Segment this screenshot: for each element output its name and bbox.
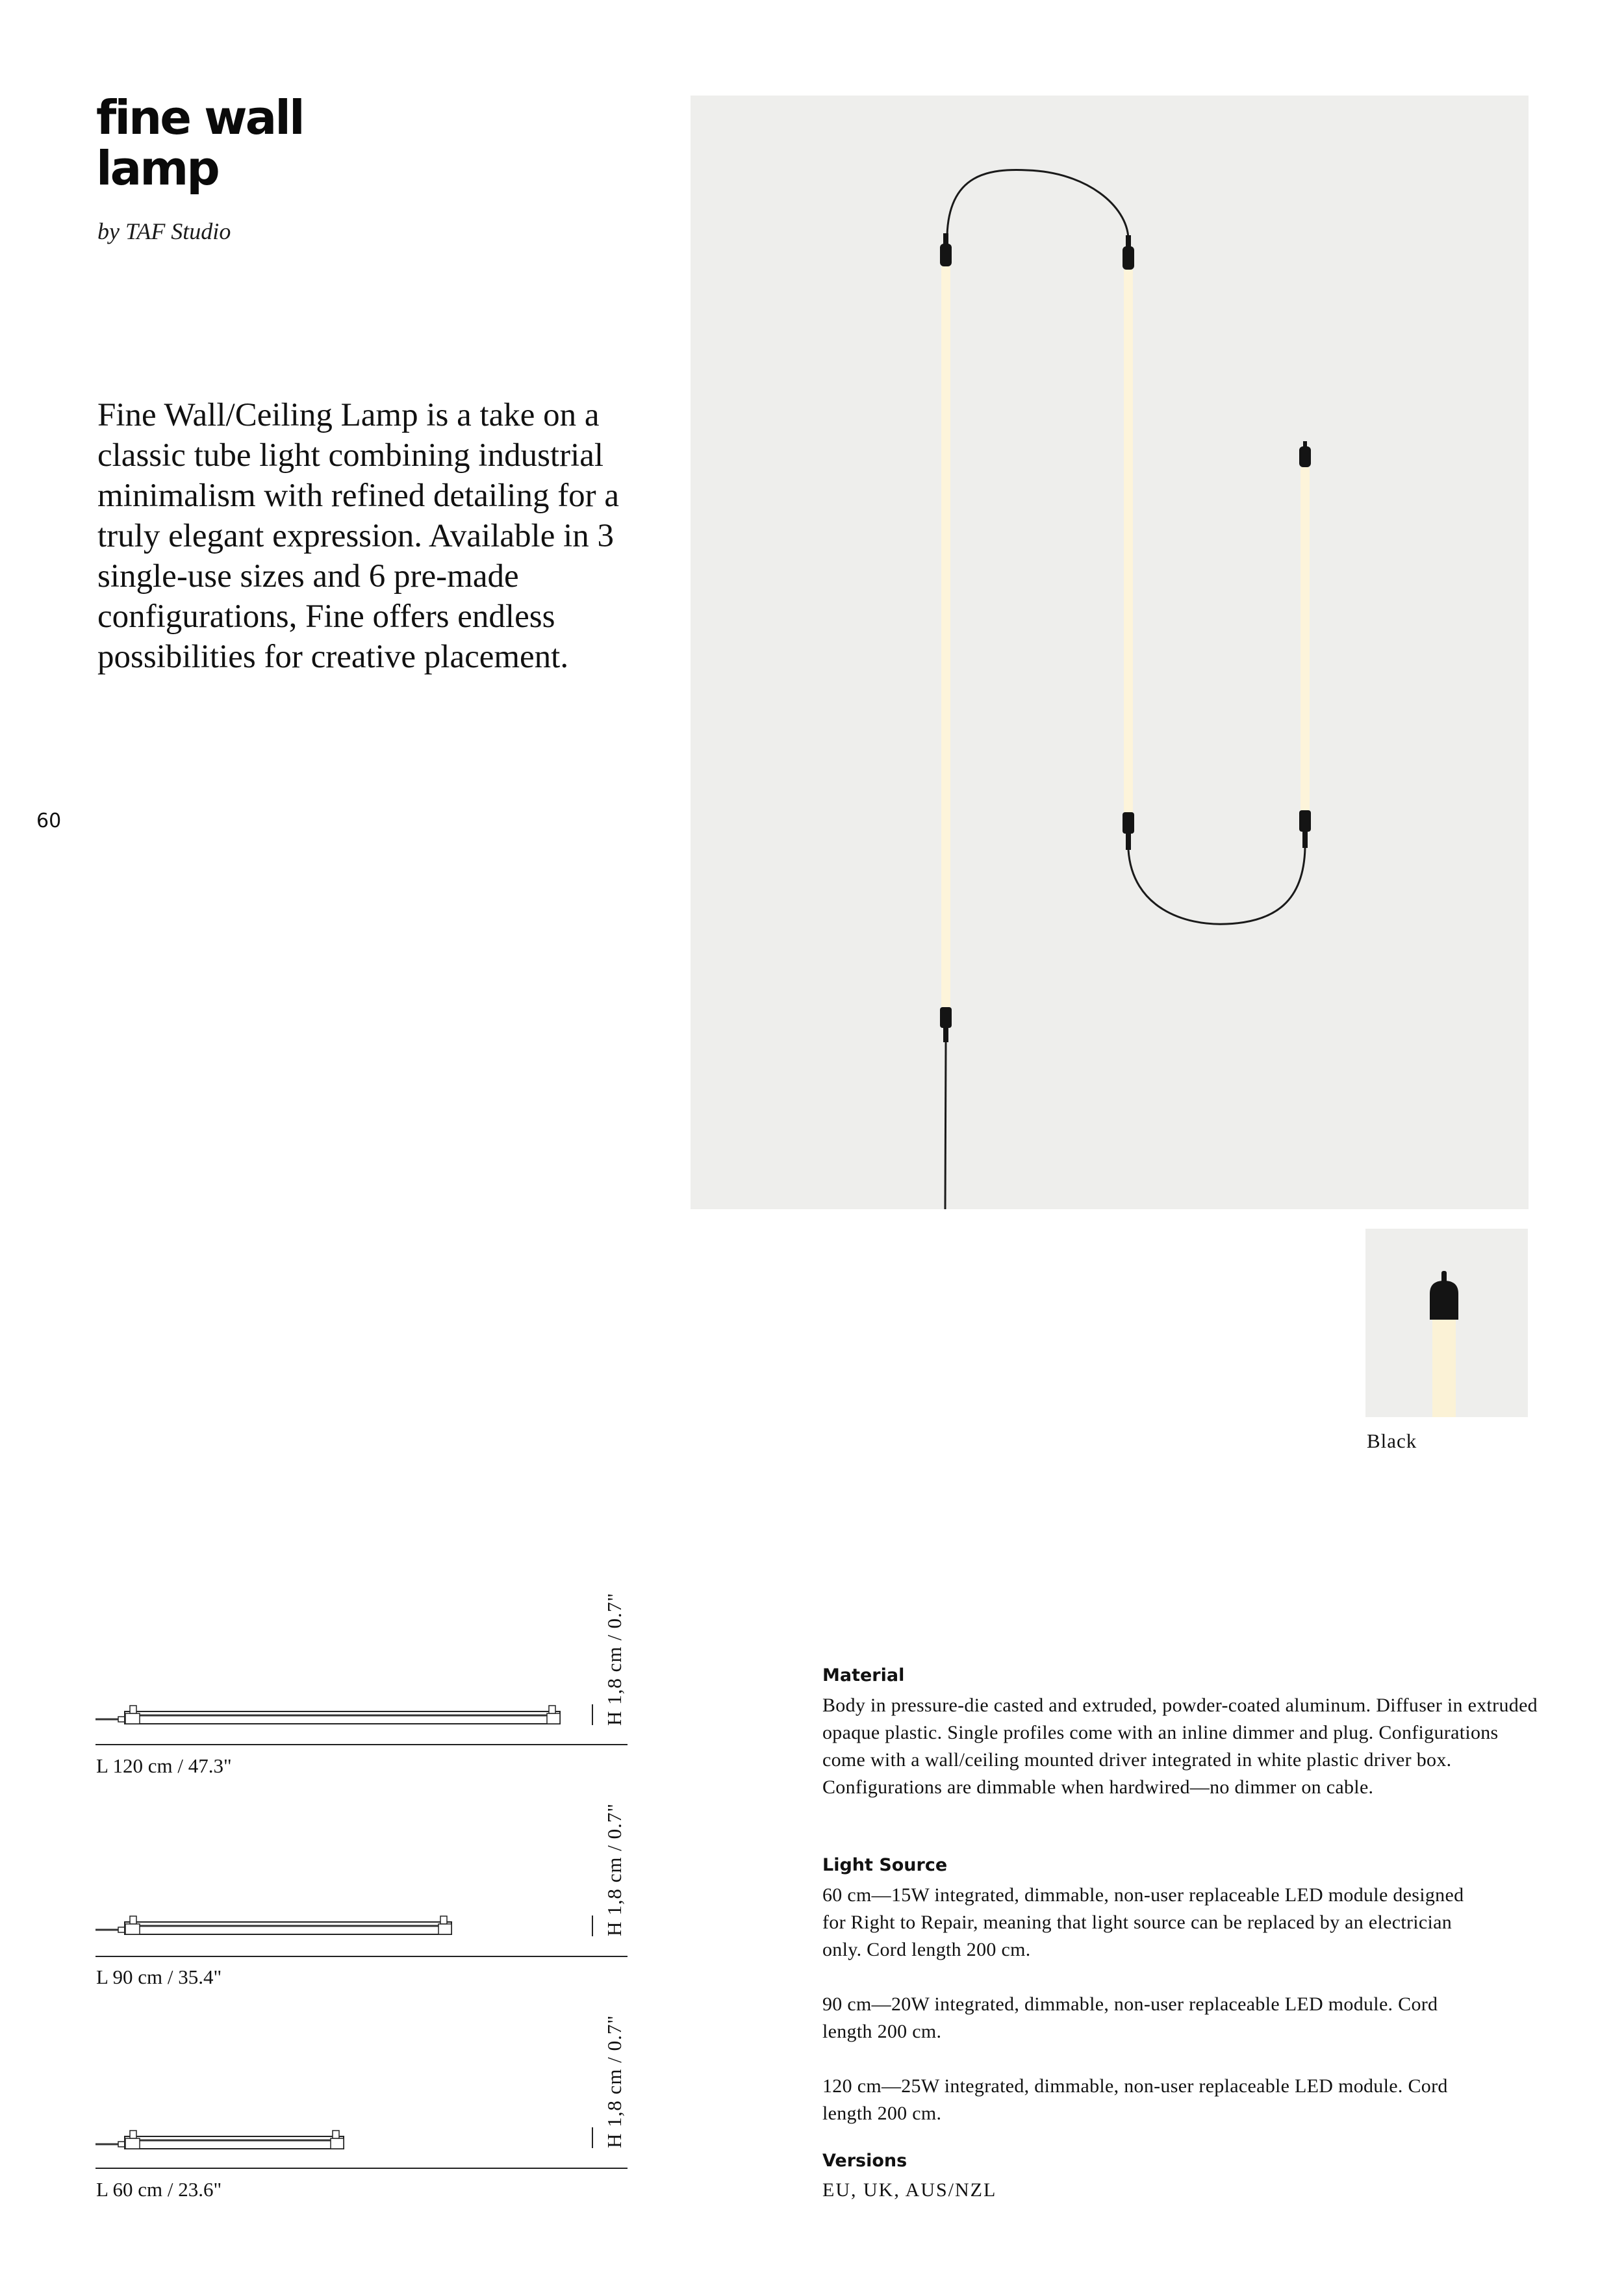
light-source-120cm: 120 cm—25W integrated, dimmable, non-user replaceable LED module. Cord length 200 cm.: [822, 2075, 1448, 2124]
length-label-90: L 90 cm / 35.4": [96, 1966, 222, 1988]
height-label-120: H 1,8 cm / 0.7": [603, 1592, 626, 1726]
lamp-profile-90-icon: [95, 1913, 459, 1939]
lamp-profile-120-icon: [95, 1702, 570, 1728]
spec-text-versions: [822, 2177, 1543, 2231]
lamp-end-cap-icon: [1365, 1229, 1528, 1417]
material-text: Body in pressure-die casted and extruded, powder-coated aluminum. Diffuser in extruded opaque plastic. Single profiles come with an inline dimmer and plug. Configurations come with a wall/ceiling mounted driver integrated in white plastic driver box. Configurations are dimmable when hardwired—no dimmer on cable.: [822, 1695, 1538, 1798]
product-title-line-1: fine wall: [96, 90, 303, 145]
dimension-drawing-90cm: [95, 1913, 459, 1939]
light-source-60cm: 60 cm—15W integrated, dimmable, non-user replaceable LED module designed for Right to Repair, meaning that light source can be replaced by an electrician only. Cord length 200 cm.: [822, 1884, 1464, 1960]
finish-swatch-label: Black: [1367, 1429, 1417, 1452]
finish-swatch-black[interactable]: [1365, 1229, 1528, 1417]
dimension-rule-90: [95, 1956, 628, 1957]
dimension-rule-60: [95, 2168, 628, 2169]
product-title: [96, 92, 551, 194]
dimension-drawing-60cm: [95, 2127, 349, 2153]
page-number: 60: [36, 810, 62, 832]
spec-text-light-source: [822, 1882, 1491, 2155]
height-tick-60: [592, 2127, 593, 2148]
fine-wall-lamp-configuration-icon: [691, 96, 1529, 1209]
hero-product-image: [691, 96, 1529, 1209]
length-label-60: L 60 cm / 23.6": [96, 2178, 222, 2201]
spec-heading-material: Material: [822, 1665, 905, 1685]
versions-text: EU, UK, AUS/NZL: [822, 2179, 997, 2201]
height-label-90: H 1,8 cm / 0.7": [603, 1802, 626, 1936]
height-tick-90: [592, 1915, 593, 1936]
dimension-rule-120: [95, 1744, 628, 1745]
height-label-60: H 1,8 cm / 0.7": [603, 2014, 626, 2148]
light-source-90cm: 90 cm—20W integrated, dimmable, non-user replaceable LED module. Cord length 200 cm.: [822, 1993, 1438, 2042]
spec-heading-versions: Versions: [822, 2151, 907, 2171]
lamp-profile-60-icon: [95, 2127, 349, 2153]
height-tick-120: [592, 1704, 593, 1725]
spec-text-material: [822, 1692, 1543, 1828]
spec-heading-light-source: Light Source: [822, 1855, 948, 1875]
dimension-drawing-120cm: [95, 1702, 570, 1728]
product-description: Fine Wall/Ceiling Lamp is a take on a classic tube light combining industrial minimalism with refined detailing for a truly elegant expression. Available in 3 single-use sizes and 6 pre-made configurations, Fine offers endless possibilities for creative placement.: [97, 397, 620, 675]
designer-byline: by TAF Studio: [97, 218, 231, 244]
product-title-line-2: lamp: [96, 141, 218, 196]
length-label-120: L 120 cm / 47.3": [96, 1754, 232, 1777]
